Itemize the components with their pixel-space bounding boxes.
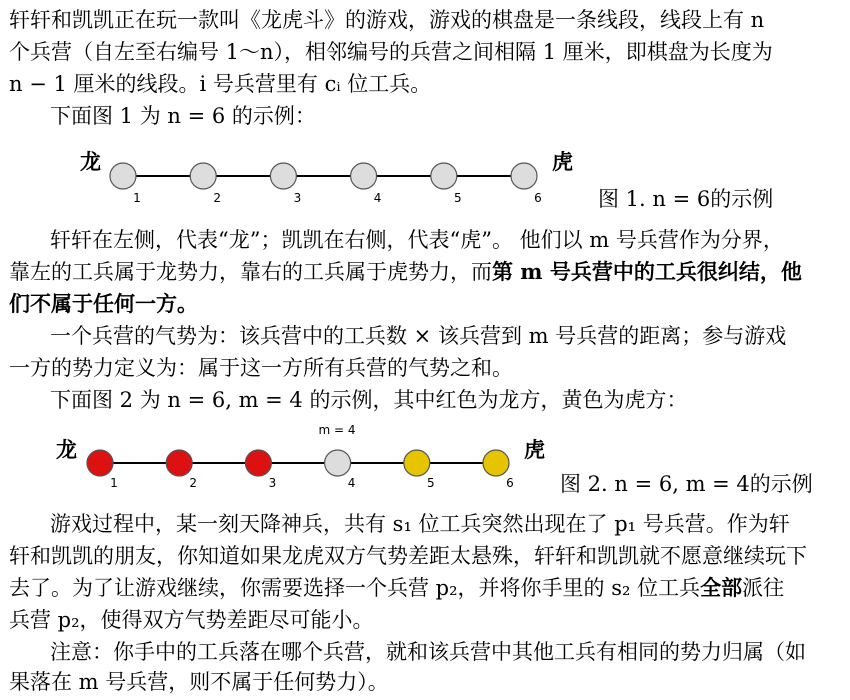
figure-1-camp-node-5 bbox=[431, 163, 457, 189]
paragraph-6-line-3 bbox=[9, 572, 841, 604]
paragraph-1-line-2: 个兵营（自左至右编号 1～n），相邻编号的兵营之间相隔 1 厘米，即棋盘为长度为 bbox=[9, 40, 773, 64]
paragraph-7-line-2: 果落在 m 号兵营，则不属于任何势力）。 bbox=[9, 670, 389, 694]
paragraph-4-line-1: 一个兵营的气势为：该兵营中的工兵数 × 该兵营到 m 号兵营的距离；参与游戏 bbox=[50, 324, 787, 348]
paragraph-6-line-3-text: 去了。为了让游戏继续，你需要选择一个兵营 p₂，并将你手里的 s₂ 位工兵 bbox=[9, 576, 701, 600]
paragraph-6-line-3-bold: 全部 bbox=[700, 575, 743, 600]
figure-1-tiger-label: 虎 bbox=[552, 149, 573, 174]
figure-1-camp-label-2: 2 bbox=[213, 191, 222, 205]
figure-1-camp-label-3: 3 bbox=[293, 191, 302, 205]
paragraph-3-line-2-bold: 第 m 号兵营中的工兵很纠结，他 bbox=[492, 259, 802, 284]
figure-1-camp-node-3 bbox=[270, 163, 296, 189]
paragraph-1-line-1: 轩轩和凯凯正在玩一款叫《龙虎斗》的游戏，游戏的棋盘是一条线段，线段上有 n bbox=[9, 8, 765, 32]
paragraph-3-line-2 bbox=[9, 256, 841, 288]
figure-2-camp-label-4: 4 bbox=[347, 476, 356, 490]
figure-1-camp-label-1: 1 bbox=[133, 191, 141, 205]
paragraph-2: 下面图 1 为 n = 6 的示例： bbox=[50, 104, 316, 128]
paragraph-4-line-2: 一方的势力定义为：属于这一方所有兵营的气势之和。 bbox=[9, 356, 513, 380]
figure-1-dragon-label: 龙 bbox=[80, 149, 101, 174]
figure-2-camp-label-3: 3 bbox=[268, 476, 277, 490]
figure-1-camp-node-1 bbox=[110, 163, 136, 189]
figure-1-camp-label-5: 5 bbox=[453, 191, 462, 205]
paragraph-6-line-4: 兵营 p₂，使得双方气势差距尽可能小。 bbox=[9, 608, 374, 632]
figure-1-camp-label-6: 6 bbox=[534, 191, 542, 205]
paragraph-3-line-3 bbox=[9, 288, 841, 320]
figure-2-camp-node-1 bbox=[87, 450, 113, 476]
figure-2-camp-label-6: 6 bbox=[506, 476, 514, 490]
figure-2-tiger-label: 虎 bbox=[524, 437, 545, 462]
paragraph-3-line-3-bold: 们不属于任何一方。 bbox=[9, 291, 198, 316]
figure-2-camp-label-5: 5 bbox=[426, 476, 435, 490]
paragraph-5: 下面图 2 为 n = 6, m = 4 的示例，其中红色为龙方，黄色为虎方： bbox=[50, 388, 688, 412]
figure-2-dragon-label: 龙 bbox=[56, 437, 77, 462]
figure-1-camp-label-4: 4 bbox=[373, 191, 382, 205]
figure-1-caption: 图 1. n = 6的示例 bbox=[598, 187, 774, 211]
figure-1-camp-node-2 bbox=[190, 163, 216, 189]
figure-2-m-label: m = 4 bbox=[318, 423, 356, 437]
figure-2-camp-node-2 bbox=[166, 450, 192, 476]
paragraph-1-line-3: n − 1 厘米的线段。i 号兵营里有 cᵢ 位工兵。 bbox=[9, 72, 432, 96]
figure-2-camp-node-6 bbox=[483, 450, 509, 476]
paragraph-6-line-3-tail: 派往 bbox=[742, 576, 785, 600]
paragraph-3-line-1: 轩轩在左侧，代表“龙”；凯凯在右侧，代表“虎”。 他们以 m 号兵营作为分界， bbox=[50, 228, 784, 252]
paragraph-3-line-2-text: 靠左的工兵属于龙势力，靠右的工兵属于虎势力，而 bbox=[9, 260, 492, 284]
figure-2-camp-label-1: 1 bbox=[110, 476, 118, 490]
figure-2-camp-node-4 bbox=[325, 450, 351, 476]
figure-1-camp-node-6 bbox=[511, 163, 537, 189]
figure-2-camp-node-5 bbox=[404, 450, 430, 476]
figure-1-camp-node-4 bbox=[351, 163, 377, 189]
figure-1 bbox=[0, 140, 850, 212]
figure-2-camp-label-2: 2 bbox=[189, 476, 198, 490]
figure-2 bbox=[0, 420, 850, 500]
paragraph-6-line-1: 游戏过程中，某一刻天降神兵，共有 s₁ 位工兵突然出现在了 p₁ 号兵营。作为轩 bbox=[50, 512, 790, 536]
figure-2-caption: 图 2. n = 6, m = 4的示例 bbox=[560, 472, 813, 496]
figure-2-camp-node-3 bbox=[245, 450, 271, 476]
paragraph-6-line-2: 轩和凯凯的朋友，你知道如果龙虎双方气势差距太悬殊，轩轩和凯凯就不愿意继续玩下 bbox=[9, 544, 807, 568]
paragraph-7-line-1: 注意：你手中的工兵落在哪个兵营，就和该兵营中其他工兵有相同的势力归属（如 bbox=[50, 640, 806, 664]
